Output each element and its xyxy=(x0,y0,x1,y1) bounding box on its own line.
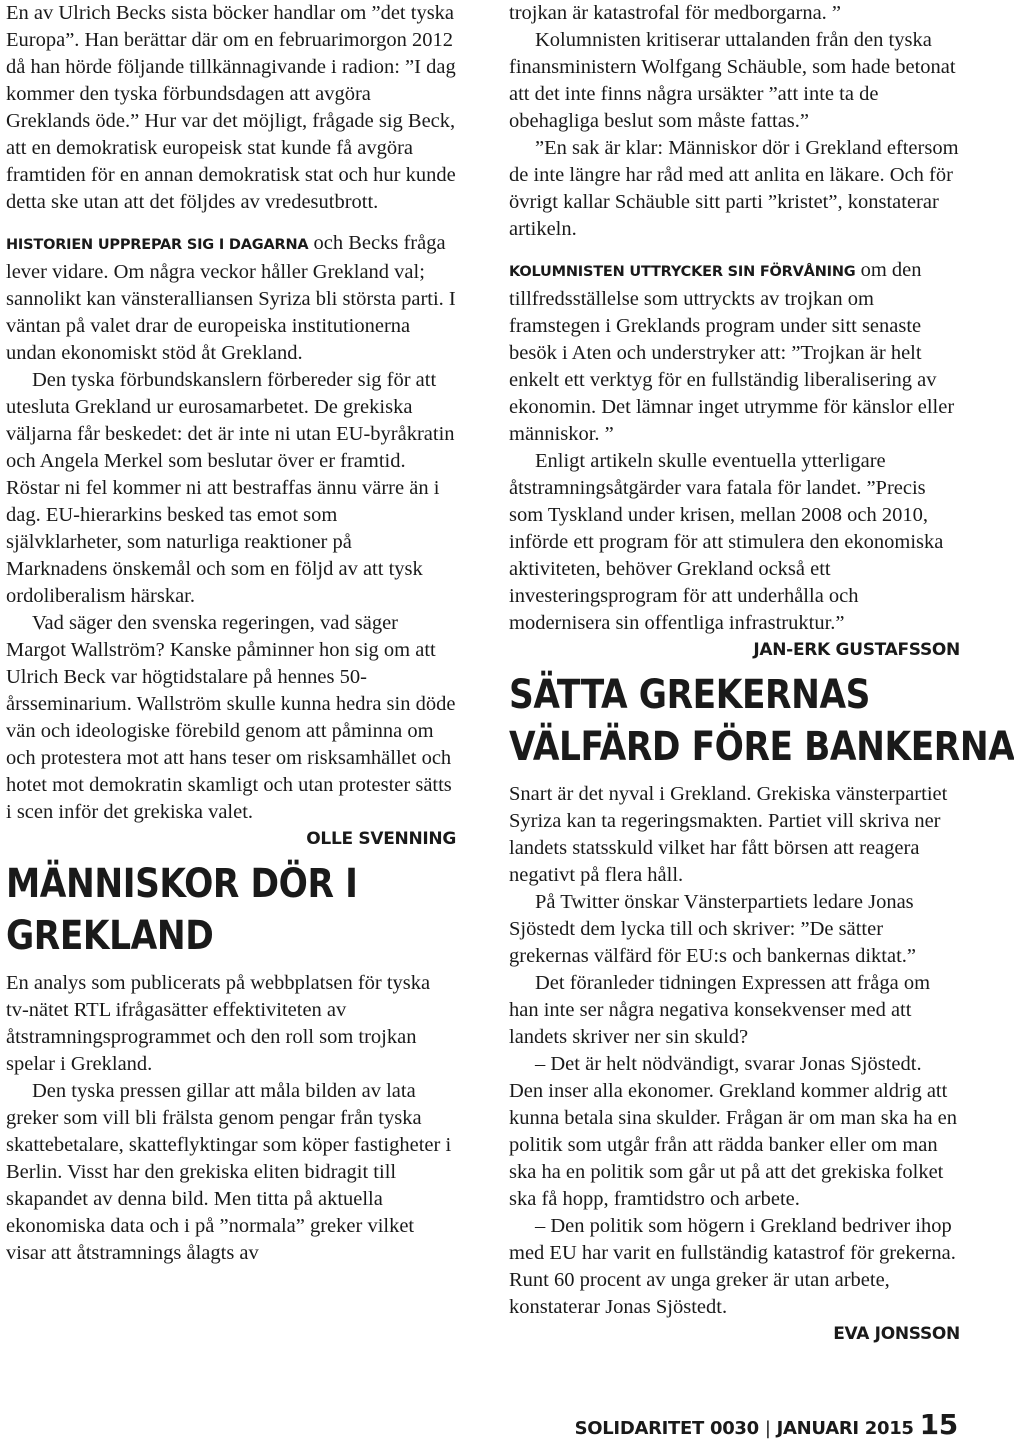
right-column xyxy=(509,0,1014,1347)
body-paragraph xyxy=(6,230,456,367)
body-paragraph: trojkan är katastrofal för medborgarna. ” xyxy=(509,2,842,24)
headline-line: GREKLAND xyxy=(6,913,214,959)
body-paragraph: Det föranleder tidningen Expressen att fråga om han inte ser några negativa konsekvenser med att landets skriver ner sin skuld? xyxy=(509,972,931,1048)
paragraph-text: om den tillfredsställelse som uttryckts av trojkan om framstegen i Greklands program under sitt senaste besök i Aten och understryker att: ”Trojkan är helt enkelt ett verktyg för en fullständig liberalisering av ekonomin. Det lämnar inget utrymme för känslor eller människor. ” xyxy=(509,259,955,445)
body-paragraph: Kolumnisten kritiserar uttalanden från den tyska finansministern Wolfgang Schäuble, som hade betonat att det inte finns några ursäkter ”att inte ta de obehagliga beslut som måste fattas.” xyxy=(509,29,956,132)
author-signature: EVA JONSSON xyxy=(833,1324,960,1344)
publication-name: SOLIDARITET 0030 xyxy=(574,1418,759,1439)
author-signature: JAN-ERK GUSTAFSSON xyxy=(753,640,960,660)
page-footer xyxy=(575,1408,958,1441)
headline-line: VÄLFÄRD FÖRE BANKERNA xyxy=(509,724,1014,770)
body-paragraph: En av Ulrich Becks sista böcker handlar om ”det tyska Europa”. Han berättar där om en februarimorgon 2012 då han hörde följande tillkännagivande i radion: ”I dag kommer den tyska förbundsdagen att avgöra Greklands öde.” Hur var det möjligt, frågade sig Beck, att en demokratisk europeisk stat kunde få avgöra framtiden för en annan demokratisk stat och hur kunde detta ske utan att det följdes av vredesutbrott. xyxy=(6,2,456,213)
paragraph-text: och Becks fråga lever vidare. Om några veckor håller Grekland val; sannolikt kan vänsteralliansen Syriza bli största parti. I väntan på valet drar de europeiska institutionerna undan ekonomiskt stöd åt Grekland. xyxy=(6,232,456,364)
body-paragraph: En analys som publicerats på webbplatsen för tyska tv-nätet RTL ifrågasätter effektiviteten av åtstramningsprogrammet och den roll som trojkan spelar i Grekland. xyxy=(6,972,431,1075)
body-paragraph: – Den politik som högern i Grekland bedriver ihop med EU har varit en fullständig katastrof för grekerna. Runt 60 procent av unga greker är utan arbete, konstaterar Jonas Sjöstedt. xyxy=(509,1215,956,1318)
body-paragraph: ”En sak är klar: Människor dör i Grekland eftersom de inte längre har råd med att anlita en läkare. Och för övrigt kallar Schäuble sitt parti ”kristet”, konstaterar artikeln. xyxy=(509,137,959,240)
body-paragraph: Snart är det nyval i Grekland. Grekiska vänsterpartiet Syriza kan ta regeringsmakten. Partiet vill skriva ner landets statsskuld vilket har fått börsen att reagera negativt på flera håll. xyxy=(509,783,948,886)
article-headline xyxy=(509,669,1014,773)
headline-line: SÄTTA GREKERNAS xyxy=(509,672,870,718)
body-paragraph: På Twitter önskar Vänsterpartiets ledare Jonas Sjöstedt dem lycka till och skriver: ”De sätter grekernas välfärd för EU:s och bankernas diktat.” xyxy=(509,891,916,967)
lead-in: KOLUMNISTEN UTTRYCKER SIN FÖRVÅNING xyxy=(509,264,856,280)
author-signature: OLLE SVENNING xyxy=(306,829,456,849)
footer-separator: | xyxy=(764,1418,771,1439)
left-column xyxy=(6,0,456,1267)
body-paragraph: Den tyska pressen gillar att måla bilden av lata greker som vill bli frälsta genom pengar från tyska skattebetalare, skatteflyktingar som köper fastigheter i Berlin. Visst har den grekiska eliten bidragit till skapandet av denna bild. Men titta på aktuella ekonomiska data och i på ”normala” greker vilket visar att åtstramnings ålagts av xyxy=(6,1080,452,1264)
body-paragraph xyxy=(509,257,960,448)
issue-date: JANUARI 2015 xyxy=(776,1418,914,1439)
article-headline xyxy=(6,858,393,962)
body-paragraph: Enligt artikeln skulle eventuella ytterligare åtstramningsåtgärder vara fatala för landet. ”Precis som Tyskland under krisen, mellan 2008 och 2010, införde ett program för att stimulera den ekonomiska aktiviteten, behöver Grekland också ett investeringsprogram för att underhålla och modernisera sin offentliga infrastruktur.” xyxy=(509,450,944,634)
body-paragraph: Den tyska förbundskanslern förbereder sig för att utesluta Grekland ur eurosamarbetet. De grekiska väljarna får beskedet: det är inte ni utan EU-byråkratin och Angela Merkel som beslutar över er framtid. Röstar ni fel kommer ni att bestraffas ännu värre än i dag. EU-hierarkins besked tas emot som självklarheter, som naturliga reaktioner på Marknadens önskemål och som en följd av att tysk ordoliberalism härskar. xyxy=(6,369,455,607)
lead-in: HISTORIEN UPPREPAR SIG I DAGARNA xyxy=(6,237,309,253)
body-paragraph: – Det är helt nödvändigt, svarar Jonas Sjöstedt. Den inser alla ekonomer. Grekland kommer aldrig att kunna betala sina skulder. Frågan är om man ska ha en politik som utgår från att rädda banker eller om man ska ha en politik som går ut på att det grekiska folket ska få hopp, framtidstro och arbete. xyxy=(509,1053,958,1210)
body-paragraph: Vad säger den svenska regeringen, vad säger Margot Wallström? Kanske påminner hon sig om att Ulrich Beck var högtidstalare på hennes 50-årsseminarium. Wallström skulle kunna hedra sin döde vän och ideologiske förebild genom att påminna om och protestera mot att hans teser om risksamhället och hotet mot demokratin skamligt och utan protester sätts i scen inför det grekiska valet. xyxy=(6,612,456,823)
headline-line: MÄNNISKOR DÖR I xyxy=(6,861,358,907)
page-number: 15 xyxy=(919,1408,958,1441)
